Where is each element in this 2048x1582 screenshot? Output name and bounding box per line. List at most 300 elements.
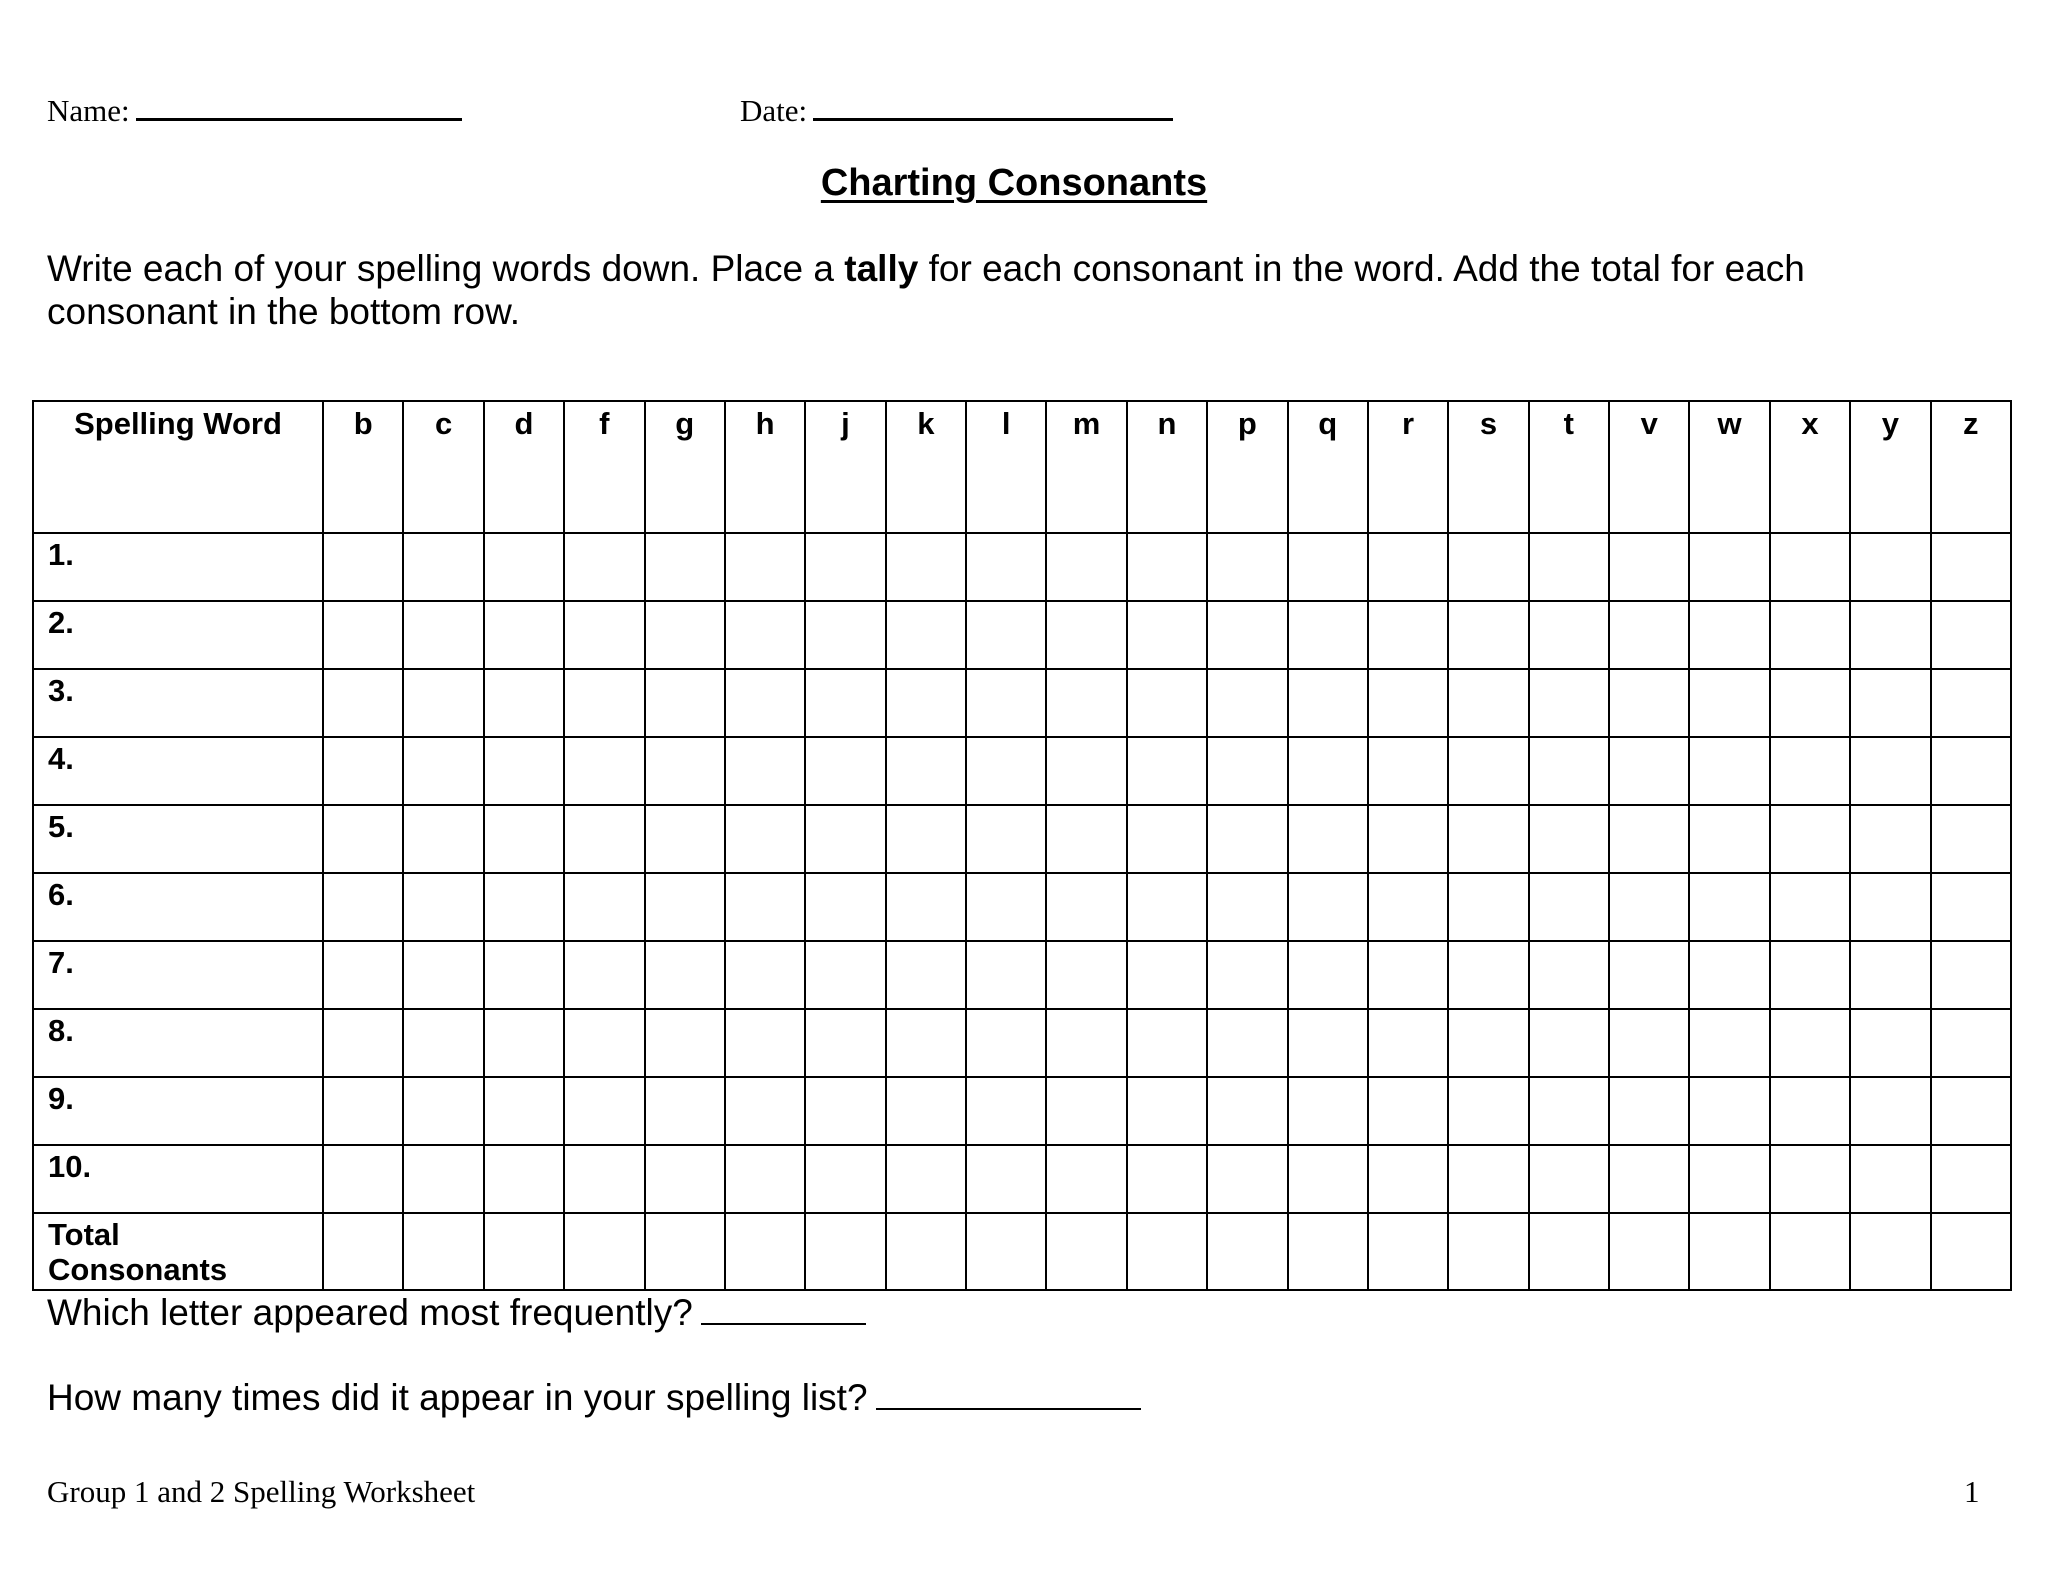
tally-cell-j[interactable] — [805, 1077, 885, 1145]
table-row-5 — [33, 805, 2011, 873]
tally-cell-j[interactable] — [805, 737, 885, 805]
tally-cell-l[interactable] — [966, 533, 1046, 601]
tally-cell-q[interactable] — [1288, 601, 1368, 669]
tally-cell-w[interactable] — [1689, 1009, 1769, 1077]
tally-cell-l[interactable] — [966, 1009, 1046, 1077]
tally-cell-j[interactable] — [805, 1145, 885, 1213]
tally-cell-b[interactable] — [323, 1145, 403, 1213]
tally-cell-g[interactable] — [645, 873, 725, 941]
tally-cell-j[interactable] — [805, 1009, 885, 1077]
tally-cell-l[interactable] — [966, 1077, 1046, 1145]
tally-cell-h[interactable] — [725, 1213, 805, 1290]
tally-cell-t[interactable] — [1529, 1009, 1609, 1077]
consonant-header-m: m — [1046, 401, 1126, 533]
tally-cell-k[interactable] — [886, 737, 966, 805]
tally-cell-m[interactable] — [1046, 1077, 1126, 1145]
tally-cell-z[interactable] — [1931, 669, 2012, 737]
table-row-9-label — [33, 1077, 323, 1145]
tally-cell-c[interactable] — [403, 1009, 483, 1077]
tally-cell-y[interactable] — [1850, 737, 1930, 805]
tally-cell-z[interactable] — [1931, 601, 2012, 669]
tally-cell-z[interactable] — [1931, 1077, 2012, 1145]
tally-cell-h[interactable] — [725, 873, 805, 941]
tally-cell-y[interactable] — [1850, 1009, 1930, 1077]
tally-cell-y[interactable] — [1850, 805, 1930, 873]
consonant-header-d: d — [484, 401, 564, 533]
tally-cell-g[interactable] — [645, 941, 725, 1009]
total-consonants-row-label — [33, 1213, 323, 1290]
consonant-header-y: y — [1850, 401, 1930, 533]
tally-cell-d[interactable] — [484, 1145, 564, 1213]
consonant-header-s: s — [1448, 401, 1528, 533]
table-row-2-label-text: 2. — [48, 605, 74, 640]
tally-cell-j[interactable] — [805, 805, 885, 873]
tally-cell-g[interactable] — [645, 533, 725, 601]
tally-cell-w[interactable] — [1689, 805, 1769, 873]
table-row-6-label-text: 6. — [48, 877, 74, 912]
table-row-9-label-text: 9. — [48, 1081, 74, 1116]
consonant-header-l: l — [966, 401, 1046, 533]
tally-cell-q[interactable] — [1288, 669, 1368, 737]
tally-cell-r[interactable] — [1368, 941, 1448, 1009]
tally-cell-b[interactable] — [323, 873, 403, 941]
tally-cell-w[interactable] — [1689, 533, 1769, 601]
tally-cell-d[interactable] — [484, 1077, 564, 1145]
tally-cell-v[interactable] — [1609, 805, 1689, 873]
table-row-6 — [33, 873, 2011, 941]
tally-cell-d[interactable] — [484, 941, 564, 1009]
tally-cell-h[interactable] — [725, 533, 805, 601]
tally-cell-p[interactable] — [1207, 1145, 1287, 1213]
tally-cell-k[interactable] — [886, 805, 966, 873]
tally-cell-z[interactable] — [1931, 873, 2012, 941]
table-row-9 — [33, 1077, 2011, 1145]
tally-cell-t[interactable] — [1529, 1077, 1609, 1145]
tally-cell-s[interactable] — [1448, 1145, 1528, 1213]
table-row-10-label-text: 10. — [48, 1149, 92, 1184]
consonant-header-f: f — [564, 401, 644, 533]
table-row-8-label-text: 8. — [48, 1013, 74, 1048]
tally-cell-n[interactable] — [1127, 669, 1207, 737]
tally-cell-w[interactable] — [1689, 1145, 1769, 1213]
tally-cell-k[interactable] — [886, 669, 966, 737]
tally-cell-z[interactable] — [1931, 533, 2012, 601]
tally-cell-m[interactable] — [1046, 941, 1126, 1009]
table-row-3-label — [33, 669, 323, 737]
tally-cell-k[interactable] — [886, 1145, 966, 1213]
tally-cell-b[interactable] — [323, 669, 403, 737]
tally-cell-h[interactable] — [725, 601, 805, 669]
tally-cell-f[interactable] — [564, 669, 644, 737]
tally-cell-f[interactable] — [564, 1009, 644, 1077]
tally-cell-c[interactable] — [403, 533, 483, 601]
table-header-row — [33, 401, 2011, 533]
spelling-word-header: Spelling Word — [33, 401, 323, 533]
table-row-5-label — [33, 805, 323, 873]
tally-cell-n[interactable] — [1127, 533, 1207, 601]
tally-cell-l[interactable] — [966, 805, 1046, 873]
tally-cell-w[interactable] — [1689, 737, 1769, 805]
tally-cell-b[interactable] — [323, 1009, 403, 1077]
tally-cell-y[interactable] — [1850, 669, 1930, 737]
instructions-bold-word: tally — [844, 248, 919, 289]
tally-cell-b[interactable] — [323, 737, 403, 805]
table-row-4-label-text: 4. — [48, 741, 74, 776]
tally-cell-d[interactable] — [484, 669, 564, 737]
tally-cell-j[interactable] — [805, 601, 885, 669]
table-row-6-label — [33, 873, 323, 941]
tally-cell-m[interactable] — [1046, 669, 1126, 737]
tally-cell-k[interactable] — [886, 533, 966, 601]
tally-cell-z[interactable] — [1931, 1145, 2012, 1213]
tally-cell-t[interactable] — [1529, 941, 1609, 1009]
tally-cell-r[interactable] — [1368, 669, 1448, 737]
tally-cell-s[interactable] — [1448, 941, 1528, 1009]
worksheet-title: Charting Consonants — [820, 162, 1208, 204]
tally-cell-m[interactable] — [1046, 805, 1126, 873]
tally-cell-m[interactable] — [1046, 1213, 1126, 1290]
tally-cell-b[interactable] — [323, 805, 403, 873]
tally-cell-p[interactable] — [1207, 941, 1287, 1009]
tally-cell-r[interactable] — [1368, 533, 1448, 601]
date-label: Date: — [740, 93, 808, 128]
name-label: Name: — [47, 93, 130, 128]
tally-cell-q[interactable] — [1288, 1009, 1368, 1077]
tally-cell-j[interactable] — [805, 669, 885, 737]
instructions-text-start: Write each of your spelling words down. Place a — [47, 248, 845, 289]
tally-cell-s[interactable] — [1448, 1009, 1528, 1077]
tally-cell-w[interactable] — [1689, 873, 1769, 941]
tally-cell-n[interactable] — [1127, 1145, 1207, 1213]
tally-cell-r[interactable] — [1368, 1009, 1448, 1077]
tally-cell-d[interactable] — [484, 1213, 564, 1290]
tally-cell-q[interactable] — [1288, 1077, 1368, 1145]
tally-cell-v[interactable] — [1609, 669, 1689, 737]
tally-cell-c[interactable] — [403, 737, 483, 805]
table-row-5-label-text: 5. — [48, 809, 74, 844]
tally-cell-p[interactable] — [1207, 1009, 1287, 1077]
tally-cell-v[interactable] — [1609, 873, 1689, 941]
tally-cell-x[interactable] — [1770, 805, 1850, 873]
question-how-many-times-answer-line[interactable] — [876, 1378, 1141, 1410]
tally-cell-l[interactable] — [966, 1145, 1046, 1213]
name-field — [47, 92, 462, 129]
tally-cell-t[interactable] — [1529, 873, 1609, 941]
tally-cell-k[interactable] — [886, 941, 966, 1009]
tally-cell-p[interactable] — [1207, 1077, 1287, 1145]
tally-cell-j[interactable] — [805, 533, 885, 601]
tally-cell-c[interactable] — [403, 669, 483, 737]
tally-cell-f[interactable] — [564, 873, 644, 941]
tally-cell-g[interactable] — [645, 805, 725, 873]
tally-cell-x[interactable] — [1770, 1009, 1850, 1077]
tally-cell-t[interactable] — [1529, 669, 1609, 737]
table-row-1-label — [33, 533, 323, 601]
consonant-chart-table — [32, 400, 2012, 1291]
tally-cell-n[interactable] — [1127, 805, 1207, 873]
tally-cell-c[interactable] — [403, 601, 483, 669]
tally-cell-f[interactable] — [564, 601, 644, 669]
tally-cell-z[interactable] — [1931, 1009, 2012, 1077]
tally-cell-d[interactable] — [484, 533, 564, 601]
tally-cell-s[interactable] — [1448, 737, 1528, 805]
tally-cell-t[interactable] — [1529, 737, 1609, 805]
question-most-frequent — [47, 1292, 866, 1334]
consonant-header-t: t — [1529, 401, 1609, 533]
tally-cell-g[interactable] — [645, 1145, 725, 1213]
table-row-1 — [33, 533, 2011, 601]
table-row-8-label — [33, 1009, 323, 1077]
tally-cell-q[interactable] — [1288, 805, 1368, 873]
tally-cell-d[interactable] — [484, 805, 564, 873]
tally-cell-g[interactable] — [645, 1077, 725, 1145]
tally-cell-p[interactable] — [1207, 805, 1287, 873]
tally-cell-p[interactable] — [1207, 1213, 1287, 1290]
consonant-header-v: v — [1609, 401, 1689, 533]
consonant-header-c: c — [403, 401, 483, 533]
tally-cell-s[interactable] — [1448, 601, 1528, 669]
table-row-10-label — [33, 1145, 323, 1213]
tally-cell-m[interactable] — [1046, 737, 1126, 805]
tally-cell-q[interactable] — [1288, 533, 1368, 601]
tally-cell-d[interactable] — [484, 873, 564, 941]
tally-cell-h[interactable] — [725, 669, 805, 737]
tally-cell-w[interactable] — [1689, 669, 1769, 737]
table-row-4 — [33, 737, 2011, 805]
tally-cell-t[interactable] — [1529, 1213, 1609, 1290]
tally-cell-s[interactable] — [1448, 873, 1528, 941]
tally-cell-k[interactable] — [886, 873, 966, 941]
tally-cell-g[interactable] — [645, 1009, 725, 1077]
tally-cell-v[interactable] — [1609, 1009, 1689, 1077]
table-row-2 — [33, 601, 2011, 669]
question-most-frequent-text: Which letter appeared most frequently? — [47, 1292, 693, 1333]
tally-cell-y[interactable] — [1850, 601, 1930, 669]
tally-cell-s[interactable] — [1448, 1213, 1528, 1290]
tally-cell-h[interactable] — [725, 737, 805, 805]
tally-cell-q[interactable] — [1288, 1145, 1368, 1213]
tally-cell-c[interactable] — [403, 1145, 483, 1213]
tally-cell-k[interactable] — [886, 1077, 966, 1145]
tally-cell-w[interactable] — [1689, 601, 1769, 669]
tally-cell-n[interactable] — [1127, 1009, 1207, 1077]
tally-cell-f[interactable] — [564, 1077, 644, 1145]
tally-cell-p[interactable] — [1207, 601, 1287, 669]
tally-cell-m[interactable] — [1046, 1145, 1126, 1213]
tally-cell-r[interactable] — [1368, 601, 1448, 669]
tally-cell-c[interactable] — [403, 805, 483, 873]
tally-cell-x[interactable] — [1770, 941, 1850, 1009]
tally-cell-v[interactable] — [1609, 1145, 1689, 1213]
tally-cell-y[interactable] — [1850, 1145, 1930, 1213]
date-field — [740, 92, 1173, 129]
tally-cell-r[interactable] — [1368, 1077, 1448, 1145]
date-blank-line[interactable] — [813, 92, 1173, 121]
tally-cell-n[interactable] — [1127, 737, 1207, 805]
footer-page-number: 1 — [1964, 1474, 1980, 1509]
tally-cell-n[interactable] — [1127, 941, 1207, 1009]
tally-cell-c[interactable] — [403, 941, 483, 1009]
tally-cell-v[interactable] — [1609, 601, 1689, 669]
tally-cell-f[interactable] — [564, 1213, 644, 1290]
consonant-header-w: w — [1689, 401, 1769, 533]
tally-cell-x[interactable] — [1770, 1213, 1850, 1290]
tally-cell-m[interactable] — [1046, 601, 1126, 669]
question-most-frequent-answer-line[interactable] — [701, 1293, 866, 1325]
table-row-2-label — [33, 601, 323, 669]
tally-cell-r[interactable] — [1368, 805, 1448, 873]
name-blank-line[interactable] — [136, 92, 462, 121]
tally-cell-r[interactable] — [1368, 1213, 1448, 1290]
tally-cell-s[interactable] — [1448, 805, 1528, 873]
tally-cell-c[interactable] — [403, 1077, 483, 1145]
tally-cell-v[interactable] — [1609, 941, 1689, 1009]
tally-cell-n[interactable] — [1127, 1213, 1207, 1290]
consonant-header-p: p — [1207, 401, 1287, 533]
tally-cell-f[interactable] — [564, 1145, 644, 1213]
tally-cell-q[interactable] — [1288, 737, 1368, 805]
tally-cell-x[interactable] — [1770, 669, 1850, 737]
tally-cell-w[interactable] — [1689, 1077, 1769, 1145]
tally-cell-b[interactable] — [323, 601, 403, 669]
tally-cell-y[interactable] — [1850, 1213, 1930, 1290]
tally-cell-s[interactable] — [1448, 533, 1528, 601]
tally-cell-w[interactable] — [1689, 941, 1769, 1009]
tally-cell-l[interactable] — [966, 1213, 1046, 1290]
tally-cell-k[interactable] — [886, 1009, 966, 1077]
tally-cell-p[interactable] — [1207, 533, 1287, 601]
consonant-header-q: q — [1288, 401, 1368, 533]
tally-cell-r[interactable] — [1368, 1145, 1448, 1213]
tally-cell-h[interactable] — [725, 1009, 805, 1077]
tally-cell-y[interactable] — [1850, 941, 1930, 1009]
tally-cell-l[interactable] — [966, 601, 1046, 669]
total-consonants-row — [33, 1213, 2011, 1290]
tally-cell-h[interactable] — [725, 1077, 805, 1145]
tally-cell-g[interactable] — [645, 601, 725, 669]
tally-cell-h[interactable] — [725, 941, 805, 1009]
tally-cell-k[interactable] — [886, 601, 966, 669]
instructions-text-end: for each consonant in the word. Add the total for each consonant in the bottom row. — [47, 248, 1805, 332]
tally-cell-v[interactable] — [1609, 1077, 1689, 1145]
total-consonants-row-label-text: Total — [48, 1217, 120, 1252]
tally-cell-x[interactable] — [1770, 533, 1850, 601]
tally-cell-v[interactable] — [1609, 737, 1689, 805]
tally-cell-l[interactable] — [966, 873, 1046, 941]
instructions — [47, 247, 1947, 333]
consonant-header-g: g — [645, 401, 725, 533]
tally-cell-s[interactable] — [1448, 669, 1528, 737]
total-consonants-row-label-text: Consonants — [48, 1252, 228, 1287]
tally-cell-l[interactable] — [966, 669, 1046, 737]
consonant-header-x: x — [1770, 401, 1850, 533]
consonant-header-r: r — [1368, 401, 1448, 533]
tally-cell-z[interactable] — [1931, 805, 2012, 873]
tally-cell-b[interactable] — [323, 941, 403, 1009]
tally-cell-x[interactable] — [1770, 1077, 1850, 1145]
table-body — [33, 533, 2011, 1290]
tally-cell-m[interactable] — [1046, 873, 1126, 941]
tally-cell-l[interactable] — [966, 737, 1046, 805]
tally-cell-d[interactable] — [484, 737, 564, 805]
tally-cell-f[interactable] — [564, 805, 644, 873]
tally-cell-g[interactable] — [645, 737, 725, 805]
consonant-header-n: n — [1127, 401, 1207, 533]
tally-cell-q[interactable] — [1288, 873, 1368, 941]
table-row-1-label-text: 1. — [48, 537, 74, 572]
tally-cell-w[interactable] — [1689, 1213, 1769, 1290]
tally-cell-b[interactable] — [323, 533, 403, 601]
tally-cell-k[interactable] — [886, 1213, 966, 1290]
table-row-3-label-text: 3. — [48, 673, 74, 708]
tally-cell-z[interactable] — [1931, 1213, 2012, 1290]
tally-cell-d[interactable] — [484, 601, 564, 669]
tally-cell-x[interactable] — [1770, 737, 1850, 805]
tally-cell-t[interactable] — [1529, 1145, 1609, 1213]
tally-cell-f[interactable] — [564, 941, 644, 1009]
consonant-header-j: j — [805, 401, 885, 533]
tally-cell-c[interactable] — [403, 1213, 483, 1290]
consonant-header-b: b — [323, 401, 403, 533]
tally-cell-c[interactable] — [403, 873, 483, 941]
tally-cell-y[interactable] — [1850, 873, 1930, 941]
tally-cell-z[interactable] — [1931, 737, 2012, 805]
tally-cell-g[interactable] — [645, 1213, 725, 1290]
tally-cell-f[interactable] — [564, 737, 644, 805]
tally-cell-v[interactable] — [1609, 1213, 1689, 1290]
tally-cell-g[interactable] — [645, 669, 725, 737]
tally-cell-z[interactable] — [1931, 941, 2012, 1009]
tally-cell-r[interactable] — [1368, 737, 1448, 805]
tally-cell-y[interactable] — [1850, 1077, 1930, 1145]
consonant-header-k: k — [886, 401, 966, 533]
tally-cell-v[interactable] — [1609, 533, 1689, 601]
table-row-7 — [33, 941, 2011, 1009]
tally-cell-t[interactable] — [1529, 533, 1609, 601]
tally-cell-b[interactable] — [323, 1077, 403, 1145]
tally-cell-s[interactable] — [1448, 1077, 1528, 1145]
tally-cell-y[interactable] — [1850, 533, 1930, 601]
tally-cell-f[interactable] — [564, 533, 644, 601]
tally-cell-t[interactable] — [1529, 601, 1609, 669]
tally-cell-l[interactable] — [966, 941, 1046, 1009]
tally-cell-d[interactable] — [484, 1009, 564, 1077]
tally-cell-m[interactable] — [1046, 1009, 1126, 1077]
tally-cell-x[interactable] — [1770, 873, 1850, 941]
tally-cell-n[interactable] — [1127, 601, 1207, 669]
tally-cell-t[interactable] — [1529, 805, 1609, 873]
tally-cell-q[interactable] — [1288, 1213, 1368, 1290]
tally-cell-j[interactable] — [805, 941, 885, 1009]
tally-cell-p[interactable] — [1207, 669, 1287, 737]
tally-cell-x[interactable] — [1770, 1145, 1850, 1213]
tally-cell-h[interactable] — [725, 1145, 805, 1213]
tally-cell-p[interactable] — [1207, 737, 1287, 805]
tally-cell-p[interactable] — [1207, 873, 1287, 941]
tally-cell-n[interactable] — [1127, 873, 1207, 941]
tally-cell-b[interactable] — [323, 1213, 403, 1290]
tally-cell-m[interactable] — [1046, 533, 1126, 601]
tally-cell-x[interactable] — [1770, 601, 1850, 669]
tally-cell-q[interactable] — [1288, 941, 1368, 1009]
tally-cell-h[interactable] — [725, 805, 805, 873]
tally-cell-j[interactable] — [805, 1213, 885, 1290]
consonant-header-z: z — [1931, 401, 2012, 533]
tally-cell-r[interactable] — [1368, 873, 1448, 941]
tally-cell-n[interactable] — [1127, 1077, 1207, 1145]
tally-cell-j[interactable] — [805, 873, 885, 941]
table-row-3 — [33, 669, 2011, 737]
